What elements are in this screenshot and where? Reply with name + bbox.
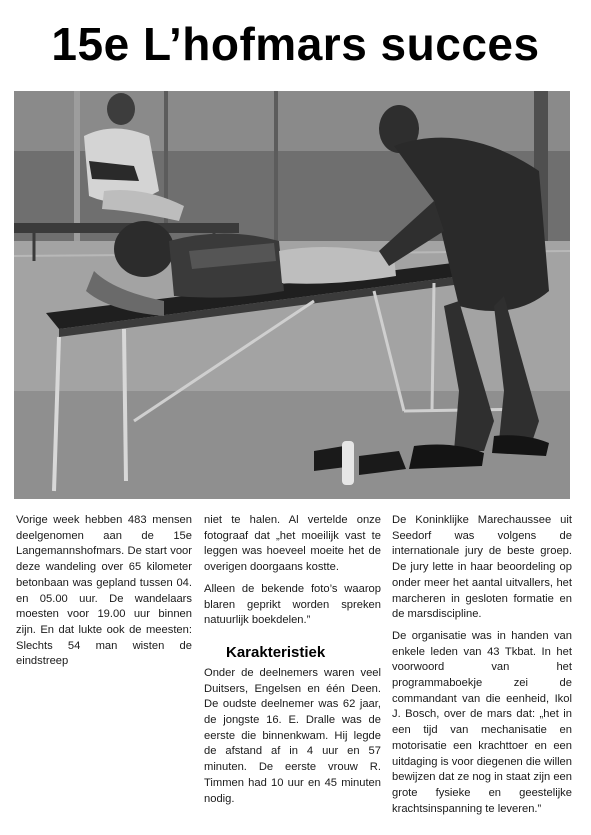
subheading: Karakteristiek: [226, 643, 326, 661]
paragraph: Onder de deelnemers waren veel Duitsers, Engelsen en één Deen. De oudste deelnemer was 62 jaar, de jongste 16. E. Dralle was de eerste die binnenkwam. Hij legde de afstand af in 4 uur en 57 minuten. De eerste vrouw R. Timmen had 10 uur en 45 minuten nodig.: [204, 666, 381, 805]
paragraph: De organisatie was in handen van enkele leden van 43 Tkbat. In het voorwoord van het programmaboekje zei de commandant van die eenheid, Ikol J. Bosch, over de mars dat: „het in een tijd van mechanisatie en motorisatie een krachttoer en een uitdaging is voor diegenen die willen bewijzen dat ze nog in staat zijn een grote fysieke en geestelijke krachtsinspanning te leveren.”: [392, 629, 572, 815]
column-3: [392, 513, 572, 823]
column-2: [204, 513, 381, 813]
article-photo: [14, 91, 570, 499]
headline: 15e L’hofmars succes: [51, 18, 540, 70]
column-1: [16, 513, 192, 676]
paragraph: De Koninklijke Marechaussee uit Seedorf was volgens de internationale jury de beste groep. De jury lette in haar beoordeling op onder meer het aantal uitvallers, het marcheren in gesloten formatie en de marsdiscipline.: [392, 514, 572, 621]
paragraph: Alleen de bekende foto’s waarop blaren geprikt worden spreken natuurlijk boekdelen.”: [204, 582, 381, 627]
paragraph: Vorige week hebben 483 mensen deelgenomen aan de 15e Langemannshofmars. De start voor deze wandeling over 65 kilometer betonbaan was gepland tussen 04. en 05.00 uur. De wandelaars moesten voor 19.00 uur binnen zijn. En dat lukte ook de meesten: Slechts 54 man wisten de eindstreep: [16, 514, 192, 668]
paragraph: niet te halen. Al vertelde onze fotograaf dat „het moeilijk vast te leggen was hoeveel moeite het de overigen doorgaans kostte.: [204, 514, 381, 574]
photo-massage-scene: [14, 91, 570, 499]
